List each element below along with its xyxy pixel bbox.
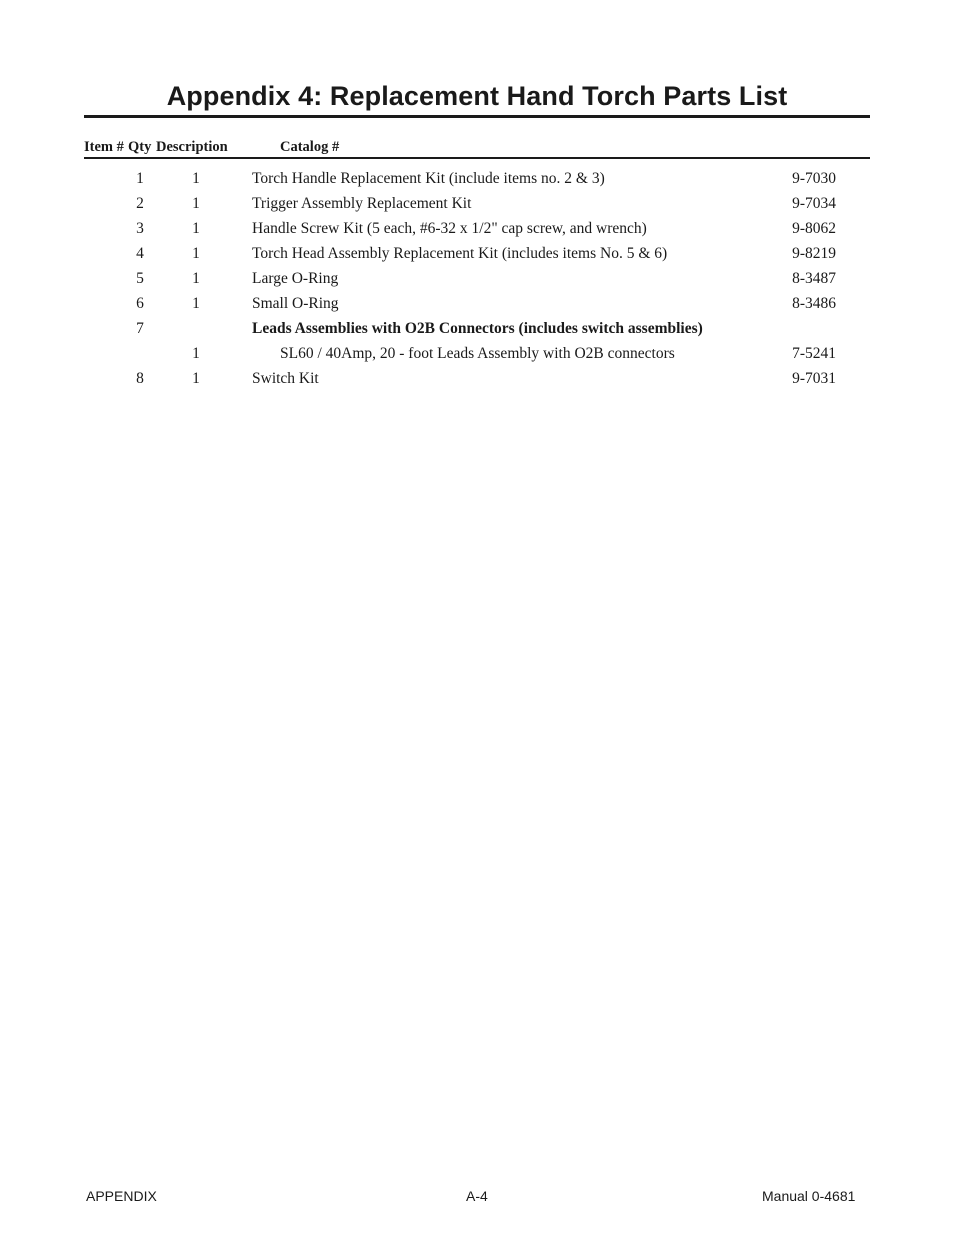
- header-item: Item #: [84, 139, 124, 155]
- description: Switch Kit: [252, 370, 319, 387]
- item-number: 3: [136, 220, 144, 237]
- description: Trigger Assembly Replacement Kit: [252, 195, 472, 212]
- description: Small O-Ring: [252, 295, 339, 312]
- footer-page-number: A-4: [466, 1188, 488, 1204]
- catalog-number: 8-3486: [792, 295, 836, 312]
- catalog-number: 7-5241: [792, 345, 836, 362]
- catalog-number: 9-8219: [792, 245, 836, 262]
- footer-section-label: APPENDIX: [86, 1188, 157, 1204]
- description: Handle Screw Kit (5 each, #6-32 x 1/2" cap screw, and wrench): [252, 220, 647, 237]
- catalog-number: 9-7030: [792, 170, 836, 187]
- table-row: [0, 218, 954, 240]
- description-group-heading: Leads Assemblies with O2B Connectors (includes switch assemblies): [252, 320, 703, 337]
- table-row: [0, 368, 954, 390]
- description: Large O-Ring: [252, 270, 339, 287]
- quantity: 1: [192, 345, 200, 362]
- title-underline: [84, 115, 870, 118]
- catalog-number: 9-8062: [792, 220, 836, 237]
- header-qty: Qty: [128, 139, 152, 155]
- table-row: [0, 268, 954, 290]
- table-row: [0, 193, 954, 215]
- header-description: Description: [156, 139, 228, 155]
- quantity: 1: [192, 370, 200, 387]
- item-number: 4: [136, 245, 144, 262]
- table-row: [0, 318, 954, 340]
- header-rule: [84, 157, 870, 159]
- footer-manual-number: Manual 0-4681: [762, 1188, 856, 1204]
- quantity: 1: [192, 195, 200, 212]
- catalog-number: 9-7034: [792, 195, 836, 212]
- description: Torch Handle Replacement Kit (include items no. 2 & 3): [252, 170, 605, 187]
- catalog-number: 9-7031: [792, 370, 836, 387]
- quantity: 1: [192, 170, 200, 187]
- item-number: 8: [136, 370, 144, 387]
- table-row: [0, 243, 954, 265]
- table-row: [0, 343, 954, 365]
- catalog-number: 8-3487: [792, 270, 836, 287]
- table-row: [0, 168, 954, 190]
- quantity: 1: [192, 220, 200, 237]
- quantity: 1: [192, 295, 200, 312]
- item-number: 1: [136, 170, 144, 187]
- item-number: 5: [136, 270, 144, 287]
- quantity: 1: [192, 245, 200, 262]
- item-number: 2: [136, 195, 144, 212]
- table-row: [0, 293, 954, 315]
- description: Torch Head Assembly Replacement Kit (includes items No. 5 & 6): [252, 245, 668, 262]
- page-title: Appendix 4: Replacement Hand Torch Parts List: [166, 81, 788, 111]
- header-catalog: Catalog #: [280, 139, 340, 155]
- description: SL60 / 40Amp, 20 - foot Leads Assembly with O2B connectors: [280, 345, 675, 362]
- item-number: 7: [136, 320, 144, 337]
- quantity: 1: [192, 270, 200, 287]
- item-number: 6: [136, 295, 144, 312]
